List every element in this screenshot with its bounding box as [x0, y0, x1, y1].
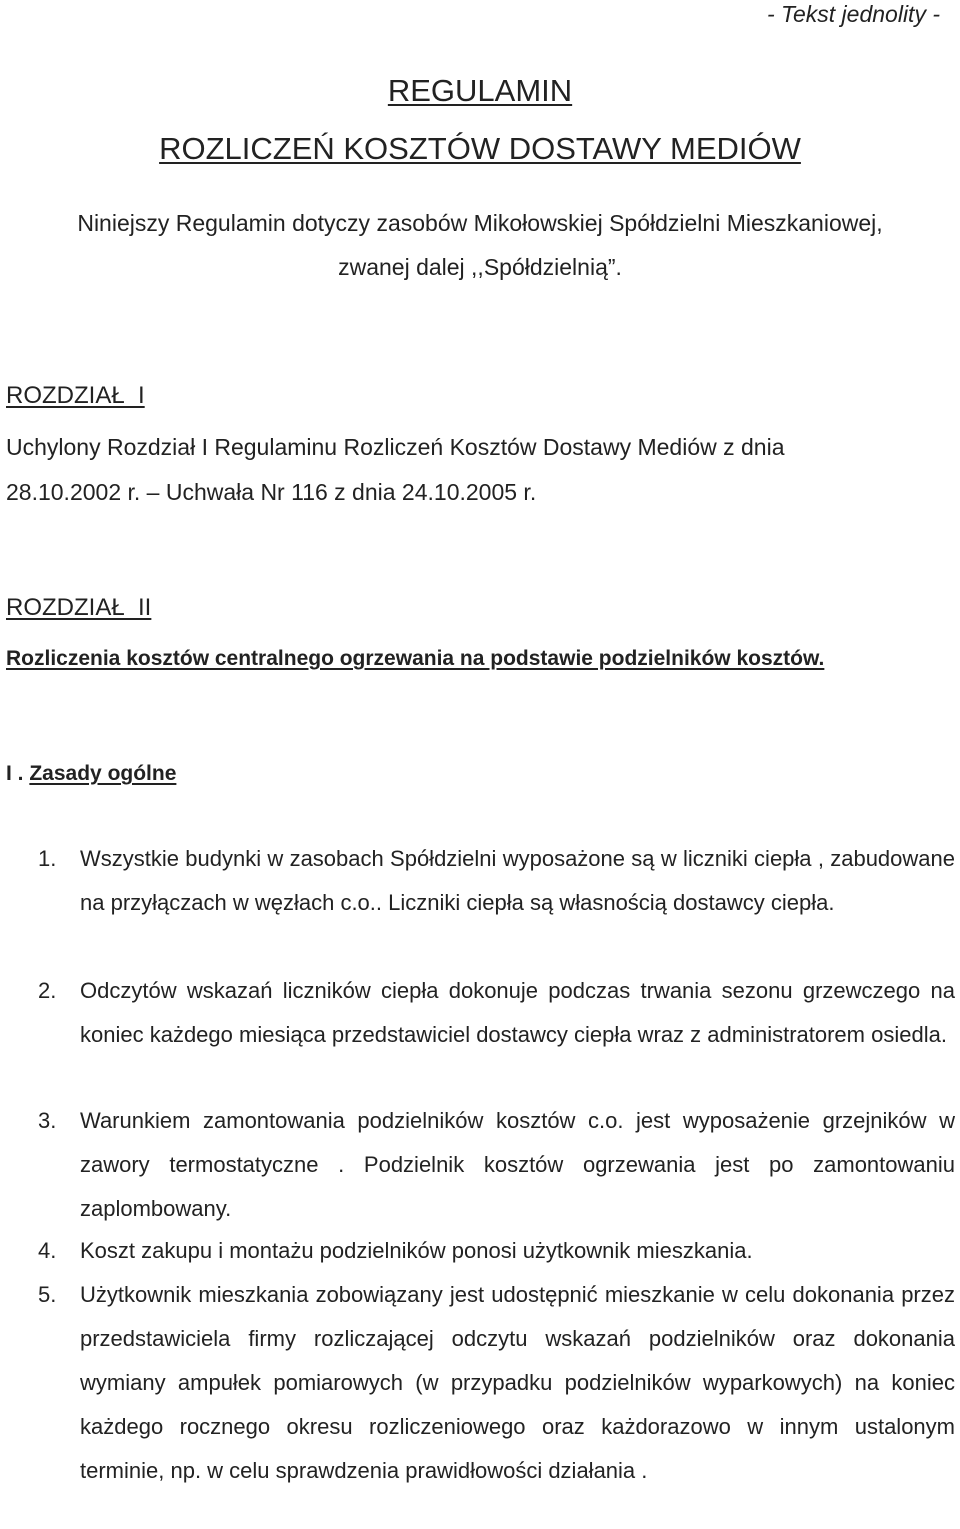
list-item-text: Użytkownik mieszkania zobowiązany jest udostępnić mieszkanie w celu dokonania przez przedstawiciela firmy rozliczającej odczytu wskazań podzielników oraz dokonania wymiany ampułek pomiarowych (w przypadku podzielników wyparkowych) na koniec każdego rocznego okresu rozliczeniowego oraz każdorazowo w innym ustalonym terminie, np. w celu sprawdzenia prawidłowości działania . [80, 1282, 955, 1483]
list-item-text: Odczytów wskazań liczników ciepła dokonuje podczas trwania sezonu grzewczego na koniec każdego miesiąca przedstawiciel dostawcy ciepła wraz z administratorem osiedla. [80, 978, 955, 1047]
list-item-number: 1. [38, 846, 57, 871]
intro-line-1: Niniejszy Regulamin dotyczy zasobów Mikołowskiej Spółdzielni Mieszkaniowej, [77, 210, 883, 236]
section-number: I . [6, 762, 24, 785]
chapter-2-heading: ROZDZIAŁ II [6, 594, 152, 621]
list-item-text: Koszt zakupu i montażu podzielników ponosi użytkownik mieszkania. [80, 1238, 753, 1263]
chapter-1-text-line-2: 28.10.2002 r. – Uchwała Nr 116 z dnia 24.10.2005 r. [6, 479, 537, 505]
section-heading [6, 760, 176, 788]
list-item-text: Wszystkie budynki w zasobach Spółdzielni wyposażone są w liczniki ciepła , zabudowane na przyłączach w węzłach c.o.. Liczniki ciepła są własnością dostawcy ciepła. [80, 846, 955, 915]
header-note: - Tekst jednolity - [767, 1, 940, 27]
list-item-number: 2. [38, 978, 57, 1003]
intro-line-2: zwanej dalej ,,Spółdzielnią”. [338, 254, 622, 280]
chapter-1-text-line-1: Uchylony Rozdział I Regulaminu Rozliczeń Kosztów Dostawy Mediów z dnia [6, 434, 785, 460]
list-item-number: 5. [38, 1282, 57, 1307]
document-title: REGULAMIN [387, 73, 573, 108]
document-subtitle: ROZLICZEŃ KOSZTÓW DOSTAWY MEDIÓW [159, 131, 801, 166]
list-item-number: 3. [38, 1108, 57, 1133]
list-item-number: 4. [38, 1238, 57, 1263]
chapter-1-heading: ROZDZIAŁ I [6, 382, 145, 409]
section-title: Zasady ogólne [29, 762, 177, 785]
list-item-text: Warunkiem zamontowania podzielników kosztów c.o. jest wyposażenie grzejników w zawory termostatyczne . Podzielnik kosztów ogrzewania jest po zamontowaniu zaplombowany. [80, 1108, 955, 1221]
chapter-2-subheading: Rozliczenia kosztów centralnego ogrzewania na podstawie podzielników kosztów. [6, 647, 825, 670]
